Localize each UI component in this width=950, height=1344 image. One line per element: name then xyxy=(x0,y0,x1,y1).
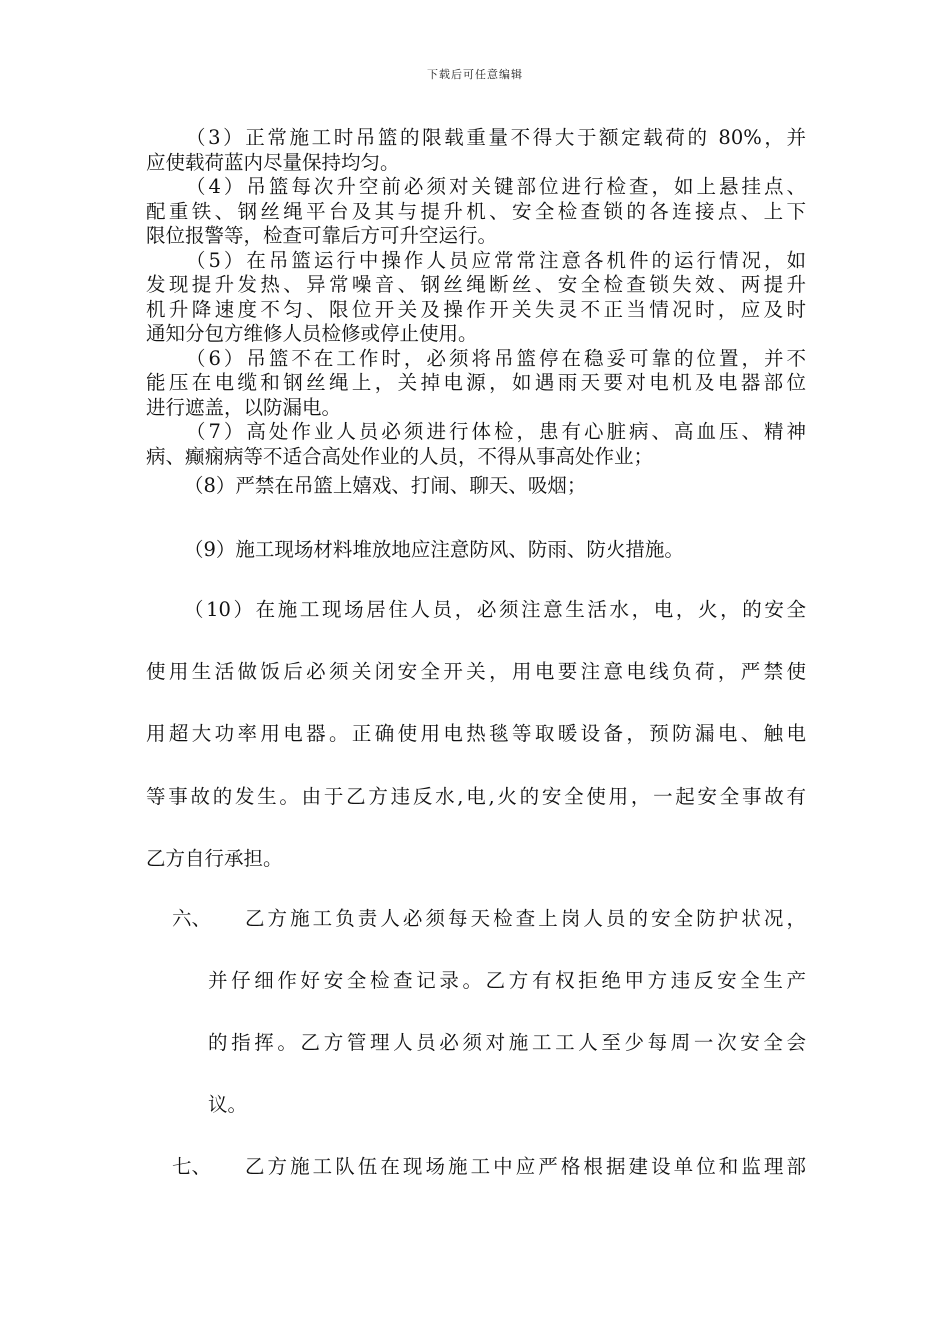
paragraph-line: （4）吊篮每次升空前必须对关键部位进行检查，如上悬挂点、 xyxy=(186,175,806,198)
paragraph-line: （7）高处作业人员必须进行体检，患有心脏病、高血压、精神 xyxy=(186,420,806,443)
paragraph-line: 病、癫痫病等不适合高处作业的人员，不得从事高处作业； xyxy=(146,444,654,468)
paragraph-line: 限位报警等，检查可靠后方可升空运行。 xyxy=(146,224,498,247)
paragraph-line: （6）吊篮不在工作时，必须将吊篮停在稳妥可靠的位置，并不 xyxy=(186,346,806,370)
page-header: 下载后可任意编辑 xyxy=(427,68,523,81)
section-7-line: 乙方施工队伍在现场施工中应严格根据建设单位和监理部 xyxy=(245,1155,806,1178)
section-6-line: 的指挥。乙方管理人员必须对施工工人至少每周一次安全会 xyxy=(208,1031,806,1054)
section-6-line: 并仔细作好安全检查记录。乙方有权拒绝甲方违反安全生产 xyxy=(208,969,806,992)
paragraph-line: 能压在电缆和钢丝绳上，关掉电源，如遇雨天要对电机及电器部位 xyxy=(146,371,806,394)
paragraph-line: 配重铁、钢丝绳平台及其与提升机、安全检查锁的各连接点、上下 xyxy=(146,199,806,223)
section-6-number: 六、 xyxy=(172,907,212,930)
section-6-line: 议。 xyxy=(208,1093,248,1116)
item-8: （8）严禁在吊篮上嬉戏、打闹、聊天、吸烟； xyxy=(184,474,587,497)
dense-paragraphs xyxy=(146,126,806,469)
paragraph-line: 应使载荷蓝内尽量保持均匀。 xyxy=(146,150,400,174)
paragraph-line: 进行遮盖，以防漏电。 xyxy=(146,395,342,419)
item-10-line: （10）在施工现场居住人员，必须注意生活水，电，火，的安全 xyxy=(184,598,806,621)
item-10-line: 等事故的发生。由于乙方违反水,电,火的安全使用，一起安全事故有 xyxy=(146,785,806,808)
paragraph-line: 发现提升发热、异常噪音、钢丝绳断丝、安全检查锁失效、两提升 xyxy=(146,273,806,296)
item-10-line: 用超大功率用电器。正确使用电热毯等取暖设备，预防漏电、触电 xyxy=(146,722,806,745)
section-6-line: 乙方施工负责人必须每天检查上岗人员的安全防护状况， xyxy=(245,907,806,930)
item-10-line: 乙方自行承担。 xyxy=(146,847,283,870)
item-10-line: 使用生活做饭后必须关闭安全开关，用电要注意电线负荷，严禁使 xyxy=(146,660,806,683)
paragraph-line: 机升降速度不匀、限位开关及操作开关失灵不正当情况时，应及时 xyxy=(146,297,806,321)
paragraph-line: 通知分包方维修人员检修或停止使用。 xyxy=(146,322,478,345)
paragraph-line: （5）在吊篮运行中操作人员应常常注意各机件的运行情况，如 xyxy=(186,248,806,272)
item-9: （9）施工现场材料堆放地应注意防风、防雨、防火措施。 xyxy=(184,538,684,561)
paragraph-line: （3）正常施工时吊篮的限载重量不得大于额定载荷的 80%，并 xyxy=(186,126,806,149)
section-7-number: 七、 xyxy=(172,1155,212,1178)
